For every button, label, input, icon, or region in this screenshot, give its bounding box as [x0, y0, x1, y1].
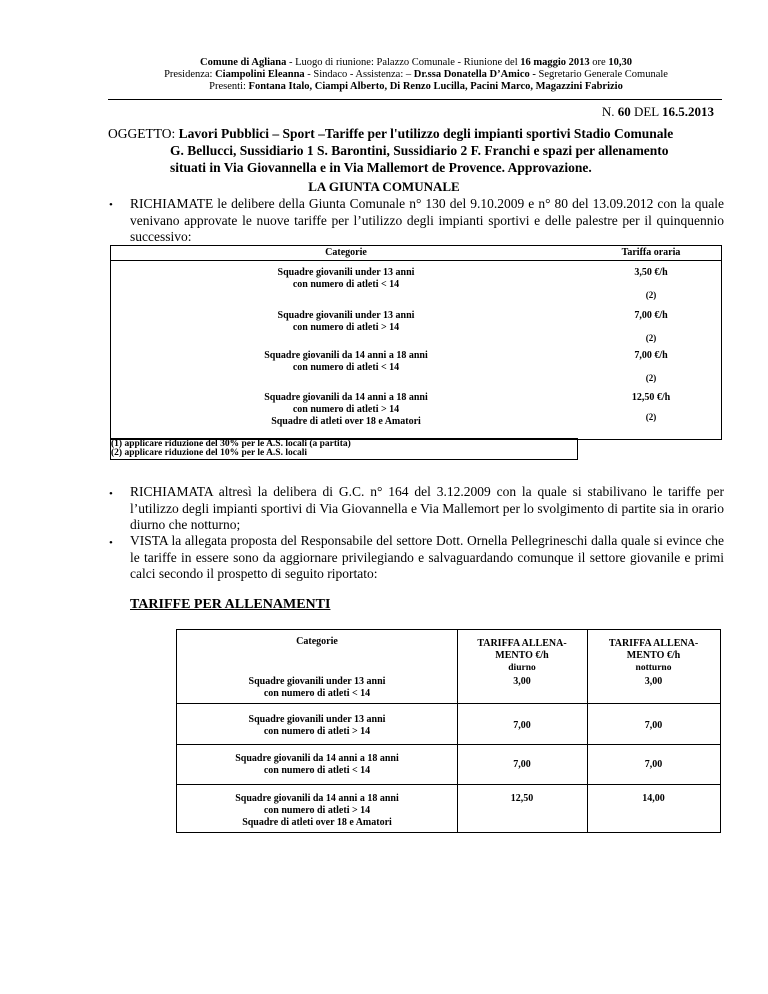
table-header-categorie: Categorie	[296, 636, 338, 647]
giunta-title: LA GIUNTA COMUNALE	[308, 179, 460, 194]
header-divider	[108, 99, 722, 100]
section-title: TARIFFE PER ALLENAMENTI	[130, 597, 331, 612]
row-notturno: 7,00	[644, 759, 663, 770]
meeting-ore: ore	[589, 57, 609, 68]
meeting-header	[100, 57, 732, 93]
row-category	[221, 350, 471, 374]
row-price: 7,00 €/h	[634, 350, 668, 361]
subject-line-3: situati in Via Giovannella e in Via Mallemort de Provence. Approvazione.	[170, 160, 592, 175]
header-line: diurno	[508, 663, 536, 673]
table-header-diurno	[457, 638, 587, 674]
row-note: (2)	[645, 333, 657, 343]
category-line: Squadre di atleti over 18 e Amatori	[271, 416, 421, 427]
deliberation-number	[602, 104, 714, 120]
meeting-time: 10,30	[608, 57, 632, 68]
category-line: con numero di atleti > 14	[292, 404, 400, 415]
row-diurno: 7,00	[513, 759, 531, 770]
row-category	[221, 392, 471, 428]
meeting-date: 16 maggio 2013	[520, 57, 590, 68]
number-date: 16.5.2013	[662, 104, 714, 119]
number-prefix: N.	[601, 104, 618, 119]
category-line: Squadre giovanili under 13 anni	[248, 714, 386, 725]
note-2: (2) applicare riduzione del 10% per le A.S. locali	[111, 448, 307, 458]
paragraph-vista: VISTA la allegata proposta del Responsabile del settore Dott. Ornella Pellegrineschi dalla quale si evince che le tariffe in essere sono da aggiornare privilegiando e salvaguardando comunque il settore giovanile e primi calci secondo il prospetto di seguito riportato:	[130, 533, 724, 581]
header-line-2	[100, 69, 732, 81]
header-line: TARIFFA ALLENA-	[608, 638, 699, 649]
row-notturno: 3,00	[644, 676, 663, 687]
category-line: Squadre giovanili under 13 anni	[277, 267, 415, 278]
row-price: 7,00 €/h	[634, 310, 668, 321]
header-line: MENTO €/h	[626, 650, 681, 661]
bullet-icon: •	[109, 537, 113, 549]
header-line-1	[100, 57, 732, 69]
category-line: con numero di atleti < 14	[263, 688, 371, 699]
category-line: Squadre giovanili da 14 anni a 18 anni	[264, 350, 428, 361]
present-names: Fontana Italo, Ciampi Alberto, Di Renzo Lucilla, Pacini Marco, Magazzini Fabrizio	[248, 81, 623, 92]
president-name: Ciampolini Eleanna	[215, 69, 305, 80]
bullet-icon: •	[109, 488, 113, 500]
category-line: con numero di atleti > 14	[263, 726, 371, 737]
table-header-divider	[111, 260, 721, 261]
row-divider	[177, 784, 720, 785]
number-value: 60	[617, 104, 631, 119]
number-del: DEL	[630, 104, 662, 119]
row-category	[177, 793, 457, 829]
row-category	[177, 753, 457, 777]
row-diurno: 3,00	[513, 676, 531, 687]
row-category	[177, 676, 457, 700]
category-line: Squadre giovanili under 13 anni	[277, 310, 415, 321]
category-line: Squadre di atleti over 18 e Amatori	[242, 817, 392, 828]
note-1: (1) applicare riduzione del 30% per le A.S. locali (a partita)	[111, 439, 351, 449]
subject-line-1: Lavori Pubblici – Sport –Tariffe per l'utilizzo degli impianti sportivi Stadio Comunale	[178, 126, 674, 141]
row-divider	[177, 703, 720, 704]
table-header-tariffa: Tariffa oraria	[621, 247, 681, 258]
row-note: (2)	[645, 412, 657, 422]
subject-block	[108, 125, 724, 176]
category-line: Squadre giovanili da 14 anni a 18 anni	[235, 753, 399, 764]
category-line: con numero di atleti < 14	[292, 279, 400, 290]
header-line: notturno	[635, 663, 672, 673]
category-line: con numero di atleti > 14	[263, 805, 371, 816]
presidency-role: - Sindaco - Assistenza: –	[304, 69, 414, 80]
row-diurno: 7,00	[513, 720, 531, 731]
row-note: (2)	[645, 373, 657, 383]
paragraph-richiamata: RICHIAMATA altresì la delibera di G.C. n° 164 del 3.12.2009 con la quale si stabilivano le tariffe per l’utilizzo degli impianti sportivi di Via Giovannella e Via Mallemort per lo svolgimento di partite sia in orario diurno che notturno;	[130, 484, 724, 532]
row-category	[221, 267, 471, 291]
bullet-icon: •	[109, 199, 113, 211]
row-divider	[177, 744, 720, 745]
row-price: 12,50 €/h	[631, 392, 671, 403]
municipality-name: Comune di Agliana	[200, 57, 287, 68]
table-header-categorie: Categorie	[325, 247, 367, 258]
category-line: con numero di atleti > 14	[292, 322, 400, 333]
category-line: Squadre giovanili da 14 anni a 18 anni	[264, 392, 428, 403]
row-diurno: 12,50	[510, 793, 534, 804]
category-line: con numero di atleti < 14	[263, 765, 371, 776]
header-line: MENTO €/h	[495, 650, 549, 661]
category-line: con numero di atleti < 14	[292, 362, 400, 373]
header-line-3	[100, 81, 732, 93]
header-line: TARIFFA ALLENA-	[477, 638, 567, 649]
row-notturno: 7,00	[644, 720, 663, 731]
training-rates-table	[176, 629, 721, 833]
present-label: Presenti:	[209, 81, 249, 92]
row-category	[177, 714, 457, 738]
row-category	[221, 310, 471, 334]
row-price: 3,50 €/h	[634, 267, 668, 278]
paragraph-richiamate: RICHIAMATE le delibere della Giunta Comunale n° 130 del 9.10.2009 e n° 80 del 13.09.2012 con la quale venivano approvate le nuove tariffe per l’utilizzo degli impianti sportivi e delle palestre per il quinquennio successivo:	[130, 196, 724, 244]
table-notes	[110, 438, 578, 460]
meeting-place: - Luogo di riunione: Palazzo Comunale - Riunione del	[286, 57, 521, 68]
presidency-label: Presidenza:	[164, 69, 216, 80]
table-header-notturno	[587, 638, 720, 674]
subject-line-2: G. Bellucci, Sussidiario 1 S. Barontini, Sussidiario 2 F. Franchi e spazi per allenamento	[170, 143, 669, 158]
rates-table	[110, 245, 722, 440]
secretary-role: Segretario Generale Comunale	[535, 69, 668, 80]
row-note: (2)	[645, 290, 657, 300]
category-line: Squadre giovanili under 13 anni	[248, 676, 386, 687]
category-line: Squadre giovanili da 14 anni a 18 anni	[235, 793, 399, 804]
subject-label: OGGETTO:	[108, 126, 179, 141]
row-notturno: 14,00	[642, 793, 665, 804]
secretary-name: Dr.ssa Donatella D’Amico -	[413, 69, 536, 80]
